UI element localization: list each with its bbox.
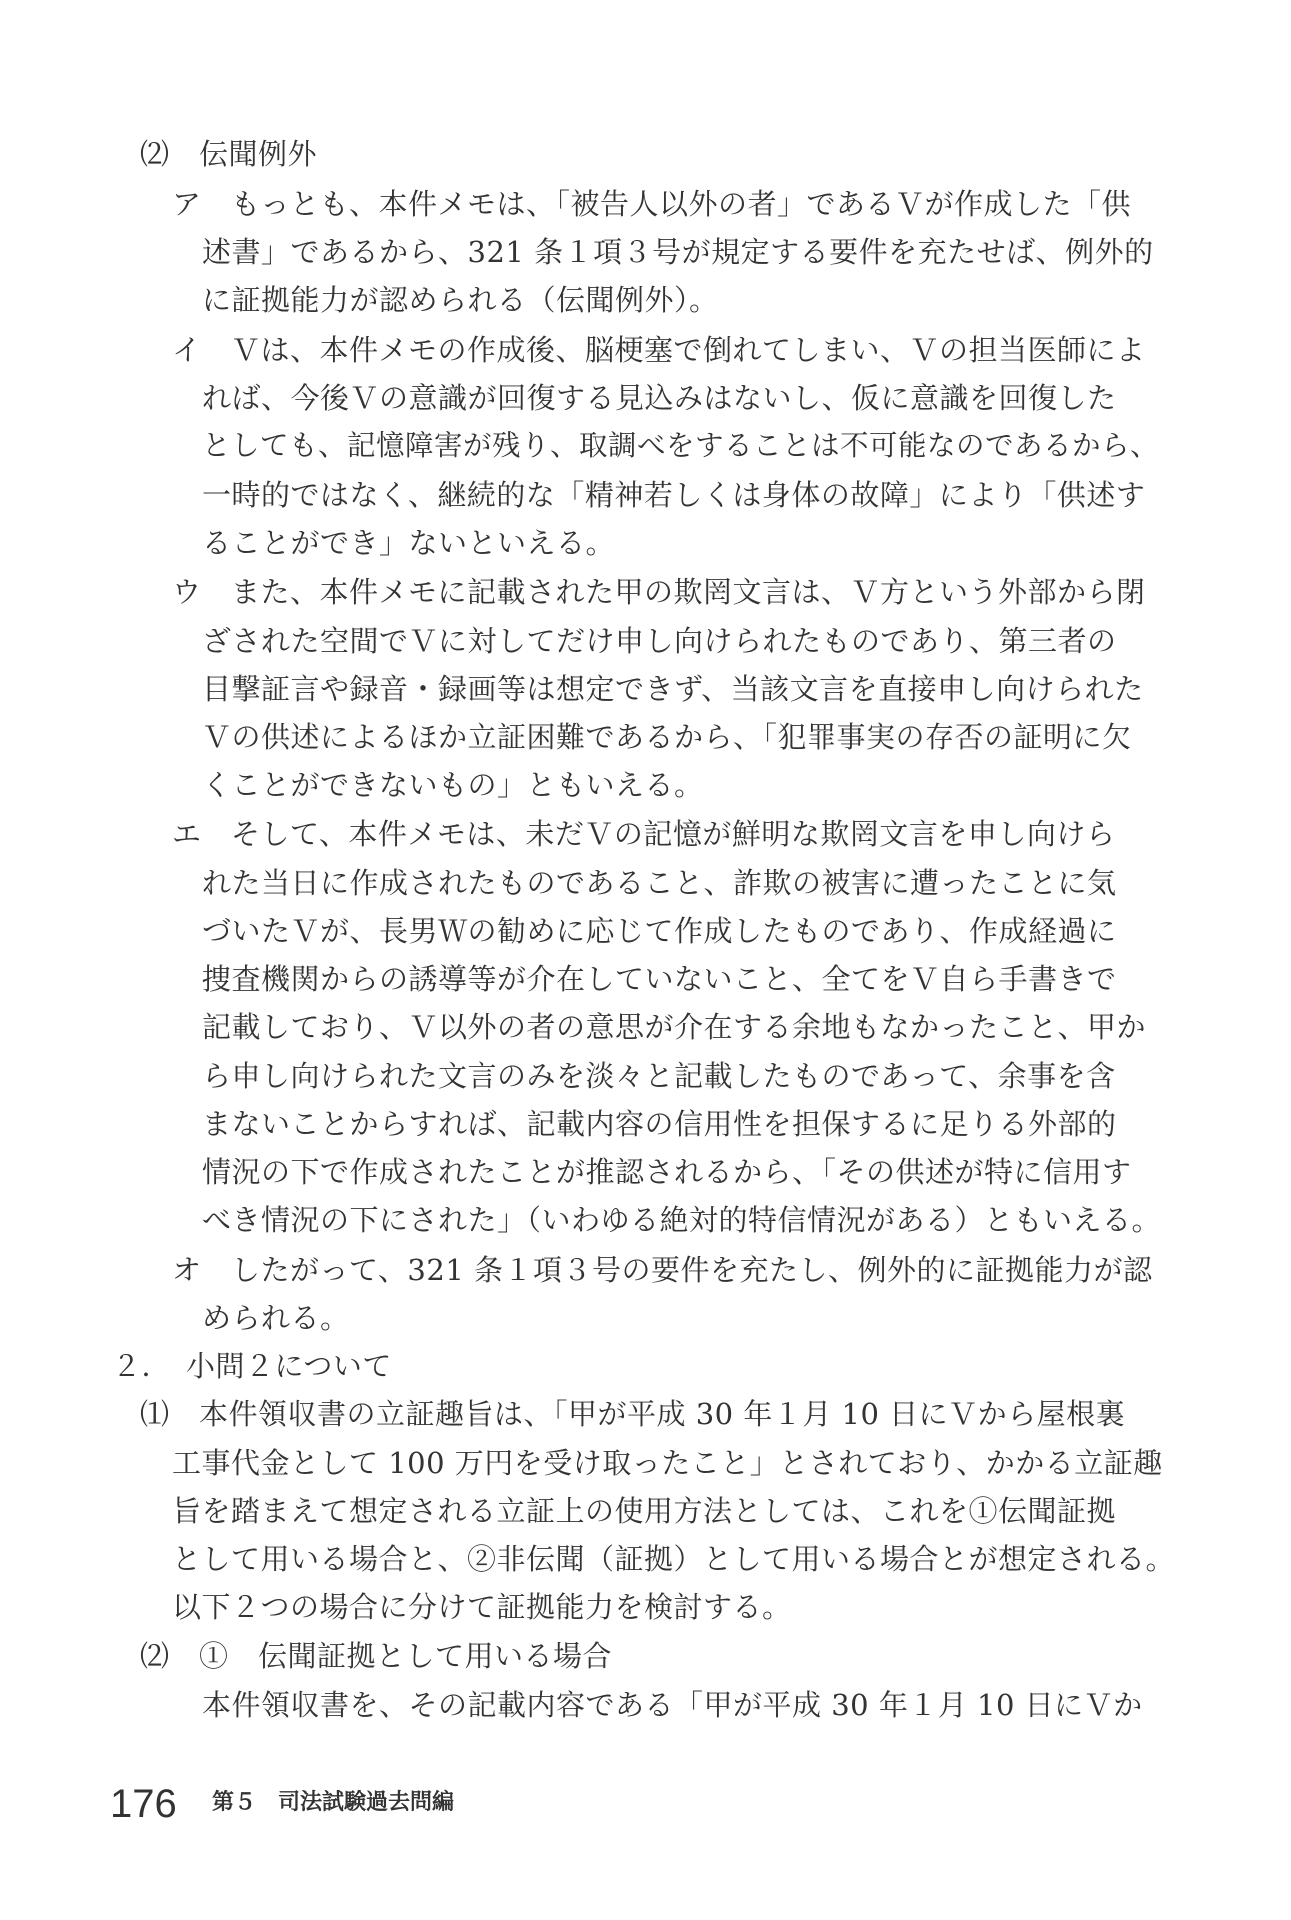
paragraph-u-line: Ｖの供述によるほか立証困難であるから、「犯罪事実の存否の証明に欠 [202, 720, 1132, 754]
paragraph-e-line: ら申し向けられた文言のみを淡々と記載したものであって、余事を含 [202, 1059, 1116, 1093]
paragraph-o-line: オ したがって、321 条１項３号の要件を充たし、例外的に証拠能力が認 [172, 1253, 1153, 1287]
paragraph-i-line: ることができ」ないといえる。 [202, 526, 616, 560]
page-number: 176 [110, 1782, 177, 1826]
paragraph-e-line: づいたＶが、長男Ｗの勧めに応じて作成したものであり、作成経過に [202, 914, 1117, 948]
heading-hearsay-use: ⑵ ① 伝聞証拠として用いる場合 [140, 1639, 613, 1673]
paragraph-i-line: イ Ｖは、本件メモの作成後、脳梗塞で倒れてしまい、Ｖの担当医師によ [172, 333, 1146, 367]
paragraph-i-line: 一時的ではなく、継続的な「精神若しくは身体の故障」により「供述す [202, 478, 1146, 512]
paragraph-1-line: 以下２つの場合に分けて証拠能力を検討する。 [172, 1590, 792, 1624]
paragraph-a-line: に証拠能力が認められる（伝聞例外）。 [202, 283, 719, 317]
paragraph-o-line: められる。 [202, 1301, 350, 1335]
paragraph-e-line: べき情況の下にされた」（いわゆる絶対的特信情況がある）ともいえる。 [202, 1203, 1162, 1237]
paragraph-e-line: 記載しており、Ｖ以外の者の意思が介在する余地もなかったこと、甲か [202, 1010, 1147, 1044]
paragraph-1-line: 工事代金として 100 万円を受け取ったこと」とされており、かかる立証趣 [172, 1446, 1163, 1480]
running-footer-title: 第５ 司法試験過去問編 [212, 1790, 455, 1815]
heading-subquestion-2: ２． 小問２について [112, 1349, 392, 1383]
paragraph-u-line: くことができないもの」ともいえる。 [202, 768, 704, 802]
paragraph-u-line: ざされた空間でＶに対してだけ申し向けられたものであり、第三者の [202, 624, 1117, 658]
heading-hearsay-exception: ⑵ 伝聞例外 [140, 137, 318, 171]
paragraph-e-line: エ そして、本件メモは、未だＶの記憶が鮮明な欺罔文言を申し向けら [172, 817, 1116, 851]
paragraph-e-line: まないことからすれば、記載内容の信用性を担保するに足りる外部的 [202, 1107, 1117, 1141]
paragraph-u-line: 目撃証言や録音・録画等は想定できず、当該文言を直接申し向けられた [202, 672, 1144, 706]
paragraph-e-line: れた当日に作成されたものであること、詐欺の被害に遭ったことに気 [202, 866, 1117, 900]
paragraph-e-line: 捜査機関からの誘導等が介在していないこと、全てをＶ自ら手書きで [202, 962, 1117, 996]
paragraph-1-line: として用いる場合と、②非伝聞（証拠）として用いる場合とが想定される。 [172, 1542, 1176, 1576]
paragraph-1-line: 旨を踏まえて想定される立証上の使用方法としては、これを①伝聞証拠 [172, 1494, 1117, 1528]
paragraph-u-line: ウ また、本件メモに記載された甲の欺罔文言は、Ｖ方という外部から閉 [172, 575, 1146, 609]
paragraph-a-line: ア もっとも、本件メモは、「被告人以外の者」であるＶが作成した「供 [172, 187, 1132, 221]
paragraph-e-line: 情況の下で作成されたことが推認されるから、「その供述が特に信用す [202, 1155, 1132, 1189]
paragraph-1-line: ⑴ 本件領収書の立証趣旨は、「甲が平成 30 年１月 10 日にＶから屋根裏 [140, 1397, 1126, 1431]
paragraph-2-line: 本件領収書を、その記載内容である「甲が平成 30 年１月 10 日にＶか [202, 1688, 1143, 1722]
paragraph-i-line: としても、記憶障害が残り、取調べをすることは不可能なのであるから、 [202, 429, 1160, 462]
paragraph-a-line: 述書」であるから、321 条１項３号が規定する要件を充たせば、例外的 [202, 235, 1154, 269]
paragraph-i-line: れば、今後Ｖの意識が回復する見込みはないし、仮に意識を回復した [202, 381, 1117, 415]
